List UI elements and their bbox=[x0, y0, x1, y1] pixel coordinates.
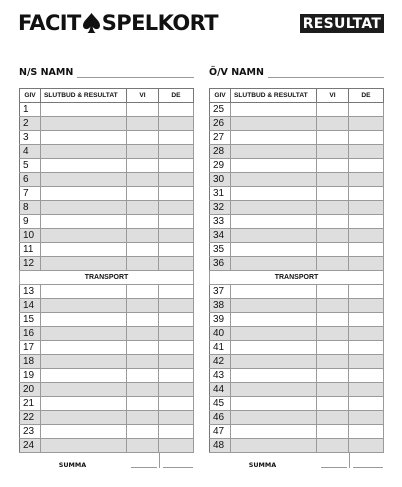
table-row bbox=[210, 131, 384, 145]
vi-score-cell[interactable] bbox=[317, 117, 349, 131]
de-score-cell[interactable] bbox=[159, 229, 194, 243]
deal-number: 3 bbox=[20, 131, 41, 145]
contract-result-cell[interactable] bbox=[231, 313, 317, 327]
deal-number: 8 bbox=[20, 201, 41, 215]
contract-result-cell[interactable] bbox=[41, 173, 127, 187]
deal-number: 24 bbox=[20, 439, 41, 453]
spade-icon bbox=[82, 12, 101, 34]
de-score-cell[interactable] bbox=[159, 145, 194, 159]
vi-score-cell[interactable] bbox=[127, 341, 159, 355]
table-row bbox=[210, 313, 384, 327]
contract-result-cell[interactable] bbox=[41, 369, 127, 383]
de-score-cell[interactable] bbox=[349, 285, 384, 299]
vi-score-cell[interactable] bbox=[127, 257, 159, 271]
table-row bbox=[210, 355, 384, 369]
deal-number: 28 bbox=[210, 145, 231, 159]
de-score-cell[interactable] bbox=[159, 327, 194, 341]
deal-number: 26 bbox=[210, 117, 231, 131]
deal-number: 29 bbox=[210, 159, 231, 173]
contract-result-cell[interactable] bbox=[41, 159, 127, 173]
deal-number: 11 bbox=[20, 243, 41, 257]
table-row bbox=[20, 117, 194, 131]
deal-number: 48 bbox=[210, 439, 231, 453]
contract-result-cell[interactable] bbox=[41, 439, 127, 453]
de-score-cell[interactable] bbox=[159, 257, 194, 271]
vi-score-cell[interactable] bbox=[127, 229, 159, 243]
de-score-cell[interactable] bbox=[159, 397, 194, 411]
transport-row bbox=[210, 271, 384, 285]
vi-score-cell[interactable] bbox=[127, 173, 159, 187]
de-score-cell[interactable] bbox=[349, 355, 384, 369]
table-row bbox=[210, 243, 384, 257]
contract-result-cell[interactable] bbox=[41, 383, 127, 397]
table-row bbox=[20, 369, 194, 383]
vi-score-cell[interactable] bbox=[317, 313, 349, 327]
vi-score-cell[interactable] bbox=[127, 103, 159, 117]
deal-number: 27 bbox=[210, 131, 231, 145]
table-row bbox=[210, 341, 384, 355]
vi-score-cell[interactable] bbox=[317, 201, 349, 215]
de-score-cell[interactable] bbox=[349, 439, 384, 453]
contract-result-cell[interactable] bbox=[41, 229, 127, 243]
de-score-cell[interactable] bbox=[159, 243, 194, 257]
table-row bbox=[20, 145, 194, 159]
de-score-cell[interactable] bbox=[349, 159, 384, 173]
table-row bbox=[210, 229, 384, 243]
col-header-giv: GIV bbox=[20, 89, 41, 103]
de-score-cell[interactable] bbox=[349, 215, 384, 229]
contract-result-cell[interactable] bbox=[231, 327, 317, 341]
deal-number: 47 bbox=[210, 425, 231, 439]
contract-result-cell[interactable] bbox=[231, 425, 317, 439]
ov-name-label: Ö/V NAMN bbox=[209, 67, 264, 78]
table-row bbox=[20, 383, 194, 397]
contract-result-cell[interactable] bbox=[41, 355, 127, 369]
table-row bbox=[20, 173, 194, 187]
contract-result-cell[interactable] bbox=[231, 201, 317, 215]
table-row bbox=[20, 187, 194, 201]
table-row bbox=[20, 313, 194, 327]
deal-number: 45 bbox=[210, 397, 231, 411]
contract-result-cell[interactable] bbox=[41, 313, 127, 327]
col-header-de: DE bbox=[159, 89, 194, 103]
de-score-cell[interactable] bbox=[349, 145, 384, 159]
col-header-de: DE bbox=[349, 89, 384, 103]
contract-result-cell[interactable] bbox=[231, 145, 317, 159]
vi-score-cell[interactable] bbox=[127, 397, 159, 411]
score-table-left bbox=[19, 88, 194, 453]
summa-de-field[interactable] bbox=[353, 467, 383, 468]
result-badge: RESULTAT bbox=[300, 14, 384, 33]
ns-name-field[interactable] bbox=[77, 67, 194, 78]
de-score-cell[interactable] bbox=[349, 397, 384, 411]
brand-name-part1: FACIT bbox=[18, 11, 81, 35]
vi-score-cell[interactable] bbox=[317, 145, 349, 159]
contract-result-cell[interactable] bbox=[41, 117, 127, 131]
ov-name-field[interactable] bbox=[268, 67, 384, 78]
table-row bbox=[210, 159, 384, 173]
table-row bbox=[20, 243, 194, 257]
contract-result-cell[interactable] bbox=[231, 411, 317, 425]
contract-result-cell[interactable] bbox=[231, 159, 317, 173]
deal-number: 15 bbox=[20, 313, 41, 327]
vi-score-cell[interactable] bbox=[317, 299, 349, 313]
contract-result-cell[interactable] bbox=[41, 257, 127, 271]
de-score-cell[interactable] bbox=[349, 103, 384, 117]
table-row bbox=[20, 425, 194, 439]
deal-number: 21 bbox=[20, 397, 41, 411]
de-score-cell[interactable] bbox=[159, 215, 194, 229]
deal-number: 25 bbox=[210, 103, 231, 117]
de-score-cell[interactable] bbox=[349, 117, 384, 131]
table-row bbox=[20, 201, 194, 215]
vi-score-cell[interactable] bbox=[317, 397, 349, 411]
deal-number: 30 bbox=[210, 173, 231, 187]
brand-name-part2: SPELKORT bbox=[101, 11, 218, 35]
deal-number: 18 bbox=[20, 355, 41, 369]
vi-score-cell[interactable] bbox=[317, 131, 349, 145]
table-row bbox=[20, 215, 194, 229]
contract-result-cell[interactable] bbox=[41, 425, 127, 439]
col-header-vi: VI bbox=[317, 89, 349, 103]
vi-score-cell[interactable] bbox=[317, 215, 349, 229]
deal-number: 44 bbox=[210, 383, 231, 397]
ns-name-label: N/S NAMN bbox=[19, 67, 74, 78]
vi-score-cell[interactable] bbox=[127, 313, 159, 327]
de-score-cell[interactable] bbox=[349, 131, 384, 145]
deal-number: 36 bbox=[210, 257, 231, 271]
table-row bbox=[210, 103, 384, 117]
deal-number: 20 bbox=[20, 383, 41, 397]
contract-result-cell[interactable] bbox=[41, 243, 127, 257]
de-score-cell[interactable] bbox=[349, 173, 384, 187]
table-row bbox=[20, 355, 194, 369]
summa-label: SUMMA bbox=[58, 461, 87, 469]
contract-result-cell[interactable] bbox=[231, 383, 317, 397]
de-score-cell[interactable] bbox=[159, 299, 194, 313]
de-score-cell[interactable] bbox=[349, 243, 384, 257]
vi-score-cell[interactable] bbox=[317, 285, 349, 299]
de-score-cell[interactable] bbox=[159, 187, 194, 201]
table-row bbox=[210, 439, 384, 453]
deal-number: 7 bbox=[20, 187, 41, 201]
de-score-cell[interactable] bbox=[159, 131, 194, 145]
de-score-cell[interactable] bbox=[349, 411, 384, 425]
deal-number: 22 bbox=[20, 411, 41, 425]
vi-score-cell[interactable] bbox=[317, 355, 349, 369]
table-row bbox=[210, 383, 384, 397]
de-score-cell[interactable] bbox=[159, 383, 194, 397]
vi-score-cell[interactable] bbox=[317, 159, 349, 173]
table-row bbox=[210, 145, 384, 159]
vi-score-cell[interactable] bbox=[127, 299, 159, 313]
vi-score-cell[interactable] bbox=[127, 117, 159, 131]
table-row bbox=[20, 103, 194, 117]
deal-number: 32 bbox=[210, 201, 231, 215]
de-score-cell[interactable] bbox=[159, 369, 194, 383]
de-score-cell[interactable] bbox=[159, 285, 194, 299]
table-row bbox=[210, 369, 384, 383]
transport-label: TRANSPORT bbox=[20, 271, 194, 285]
de-score-cell[interactable] bbox=[159, 425, 194, 439]
de-score-cell[interactable] bbox=[349, 201, 384, 215]
deal-number: 31 bbox=[210, 187, 231, 201]
vi-score-cell[interactable] bbox=[317, 257, 349, 271]
contract-result-cell[interactable] bbox=[231, 285, 317, 299]
col-header-bid: SLUTBUD & RESULTAT bbox=[231, 89, 317, 103]
contract-result-cell[interactable] bbox=[231, 173, 317, 187]
deal-number: 14 bbox=[20, 299, 41, 313]
de-score-cell[interactable] bbox=[159, 341, 194, 355]
deal-number: 39 bbox=[210, 313, 231, 327]
vi-score-cell[interactable] bbox=[317, 229, 349, 243]
vi-score-cell[interactable] bbox=[127, 187, 159, 201]
brand-logo bbox=[18, 11, 218, 35]
transport-row bbox=[20, 271, 194, 285]
contract-result-cell[interactable] bbox=[41, 215, 127, 229]
contract-result-cell[interactable] bbox=[231, 103, 317, 117]
col-header-giv: GIV bbox=[210, 89, 231, 103]
de-score-cell[interactable] bbox=[349, 425, 384, 439]
contract-result-cell[interactable] bbox=[41, 299, 127, 313]
table-row bbox=[210, 397, 384, 411]
summa-divider bbox=[159, 452, 160, 468]
table-row bbox=[20, 285, 194, 299]
table-row bbox=[20, 341, 194, 355]
deal-number: 40 bbox=[210, 327, 231, 341]
vi-score-cell[interactable] bbox=[127, 439, 159, 453]
table-row bbox=[210, 327, 384, 341]
table-row bbox=[210, 117, 384, 131]
table-header bbox=[210, 89, 384, 103]
deal-number: 37 bbox=[210, 285, 231, 299]
vi-score-cell[interactable] bbox=[127, 411, 159, 425]
contract-result-cell[interactable] bbox=[231, 243, 317, 257]
table-row bbox=[210, 257, 384, 271]
vi-score-cell[interactable] bbox=[127, 383, 159, 397]
de-score-cell[interactable] bbox=[349, 327, 384, 341]
de-score-cell[interactable] bbox=[349, 369, 384, 383]
de-score-cell[interactable] bbox=[349, 299, 384, 313]
contract-result-cell[interactable] bbox=[231, 355, 317, 369]
vi-score-cell[interactable] bbox=[127, 215, 159, 229]
table-row bbox=[210, 299, 384, 313]
de-score-cell[interactable] bbox=[159, 411, 194, 425]
contract-result-cell[interactable] bbox=[41, 341, 127, 355]
deal-number: 34 bbox=[210, 229, 231, 243]
contract-result-cell[interactable] bbox=[231, 229, 317, 243]
vi-score-cell[interactable] bbox=[317, 103, 349, 117]
table-row bbox=[20, 411, 194, 425]
deal-number: 42 bbox=[210, 355, 231, 369]
de-score-cell[interactable] bbox=[159, 355, 194, 369]
contract-result-cell[interactable] bbox=[41, 131, 127, 145]
summa-label: SUMMA bbox=[248, 461, 277, 469]
vi-score-cell[interactable] bbox=[317, 411, 349, 425]
vi-score-cell[interactable] bbox=[317, 341, 349, 355]
contract-result-cell[interactable] bbox=[231, 187, 317, 201]
vi-score-cell[interactable] bbox=[127, 425, 159, 439]
vi-score-cell[interactable] bbox=[317, 369, 349, 383]
deal-number: 12 bbox=[20, 257, 41, 271]
de-score-cell[interactable] bbox=[159, 439, 194, 453]
contract-result-cell[interactable] bbox=[41, 103, 127, 117]
vi-score-cell[interactable] bbox=[317, 383, 349, 397]
contract-result-cell[interactable] bbox=[41, 201, 127, 215]
contract-result-cell[interactable] bbox=[41, 187, 127, 201]
deal-number: 1 bbox=[20, 103, 41, 117]
vi-score-cell[interactable] bbox=[127, 285, 159, 299]
contract-result-cell[interactable] bbox=[231, 369, 317, 383]
vi-score-cell[interactable] bbox=[127, 369, 159, 383]
deal-number: 35 bbox=[210, 243, 231, 257]
table-row bbox=[210, 187, 384, 201]
de-score-cell[interactable] bbox=[349, 257, 384, 271]
table-row bbox=[210, 215, 384, 229]
table-row bbox=[20, 397, 194, 411]
col-header-bid: SLUTBUD & RESULTAT bbox=[41, 89, 127, 103]
contract-result-cell[interactable] bbox=[41, 285, 127, 299]
table-row bbox=[210, 285, 384, 299]
de-score-cell[interactable] bbox=[159, 159, 194, 173]
deal-number: 6 bbox=[20, 173, 41, 187]
summa-row-right bbox=[209, 452, 383, 468]
deal-number: 13 bbox=[20, 285, 41, 299]
de-score-cell[interactable] bbox=[349, 313, 384, 327]
contract-result-cell[interactable] bbox=[231, 257, 317, 271]
vi-score-cell[interactable] bbox=[127, 159, 159, 173]
col-header-vi: VI bbox=[127, 89, 159, 103]
contract-result-cell[interactable] bbox=[231, 299, 317, 313]
deal-number: 16 bbox=[20, 327, 41, 341]
deal-number: 23 bbox=[20, 425, 41, 439]
table-row bbox=[20, 327, 194, 341]
summa-vi-field[interactable] bbox=[131, 467, 157, 468]
deal-number: 9 bbox=[20, 215, 41, 229]
de-score-cell[interactable] bbox=[159, 313, 194, 327]
table-row bbox=[210, 425, 384, 439]
vi-score-cell[interactable] bbox=[127, 145, 159, 159]
de-score-cell[interactable] bbox=[349, 341, 384, 355]
deal-number: 2 bbox=[20, 117, 41, 131]
de-score-cell[interactable] bbox=[349, 383, 384, 397]
contract-result-cell[interactable] bbox=[231, 439, 317, 453]
summa-vi-field[interactable] bbox=[321, 467, 347, 468]
table-row bbox=[20, 131, 194, 145]
contract-result-cell[interactable] bbox=[41, 411, 127, 425]
de-score-cell[interactable] bbox=[349, 187, 384, 201]
deal-number: 19 bbox=[20, 369, 41, 383]
de-score-cell[interactable] bbox=[159, 103, 194, 117]
contract-result-cell[interactable] bbox=[41, 397, 127, 411]
table-row bbox=[20, 159, 194, 173]
vi-score-cell[interactable] bbox=[127, 243, 159, 257]
deal-number: 5 bbox=[20, 159, 41, 173]
score-table-right bbox=[209, 88, 384, 453]
deal-number: 41 bbox=[210, 341, 231, 355]
contract-result-cell[interactable] bbox=[41, 327, 127, 341]
table-row bbox=[210, 201, 384, 215]
summa-row-left bbox=[19, 452, 193, 468]
vi-score-cell[interactable] bbox=[317, 243, 349, 257]
table-header bbox=[20, 89, 194, 103]
contract-result-cell[interactable] bbox=[231, 341, 317, 355]
vi-score-cell[interactable] bbox=[127, 201, 159, 215]
table-row bbox=[210, 173, 384, 187]
de-score-cell[interactable] bbox=[349, 229, 384, 243]
contract-result-cell[interactable] bbox=[231, 215, 317, 229]
vi-score-cell[interactable] bbox=[317, 439, 349, 453]
deal-number: 38 bbox=[210, 299, 231, 313]
deal-number: 4 bbox=[20, 145, 41, 159]
ns-name-row bbox=[19, 66, 194, 78]
vi-score-cell[interactable] bbox=[127, 327, 159, 341]
vi-score-cell[interactable] bbox=[317, 173, 349, 187]
vi-score-cell[interactable] bbox=[127, 355, 159, 369]
vi-score-cell[interactable] bbox=[317, 425, 349, 439]
deal-number: 43 bbox=[210, 369, 231, 383]
vi-score-cell[interactable] bbox=[317, 187, 349, 201]
transport-label: TRANSPORT bbox=[210, 271, 384, 285]
ov-name-row bbox=[209, 66, 384, 78]
deal-number: 10 bbox=[20, 229, 41, 243]
table-row bbox=[20, 299, 194, 313]
summa-divider bbox=[349, 452, 350, 468]
table-row bbox=[20, 229, 194, 243]
contract-result-cell[interactable] bbox=[231, 117, 317, 131]
table-row bbox=[20, 257, 194, 271]
contract-result-cell[interactable] bbox=[231, 131, 317, 145]
deal-number: 46 bbox=[210, 411, 231, 425]
vi-score-cell[interactable] bbox=[317, 327, 349, 341]
deal-number: 17 bbox=[20, 341, 41, 355]
contract-result-cell[interactable] bbox=[41, 145, 127, 159]
de-score-cell[interactable] bbox=[159, 117, 194, 131]
vi-score-cell[interactable] bbox=[127, 131, 159, 145]
summa-de-field[interactable] bbox=[163, 467, 193, 468]
de-score-cell[interactable] bbox=[159, 173, 194, 187]
deal-number: 33 bbox=[210, 215, 231, 229]
contract-result-cell[interactable] bbox=[231, 397, 317, 411]
table-row bbox=[210, 411, 384, 425]
de-score-cell[interactable] bbox=[159, 201, 194, 215]
table-row bbox=[20, 439, 194, 453]
